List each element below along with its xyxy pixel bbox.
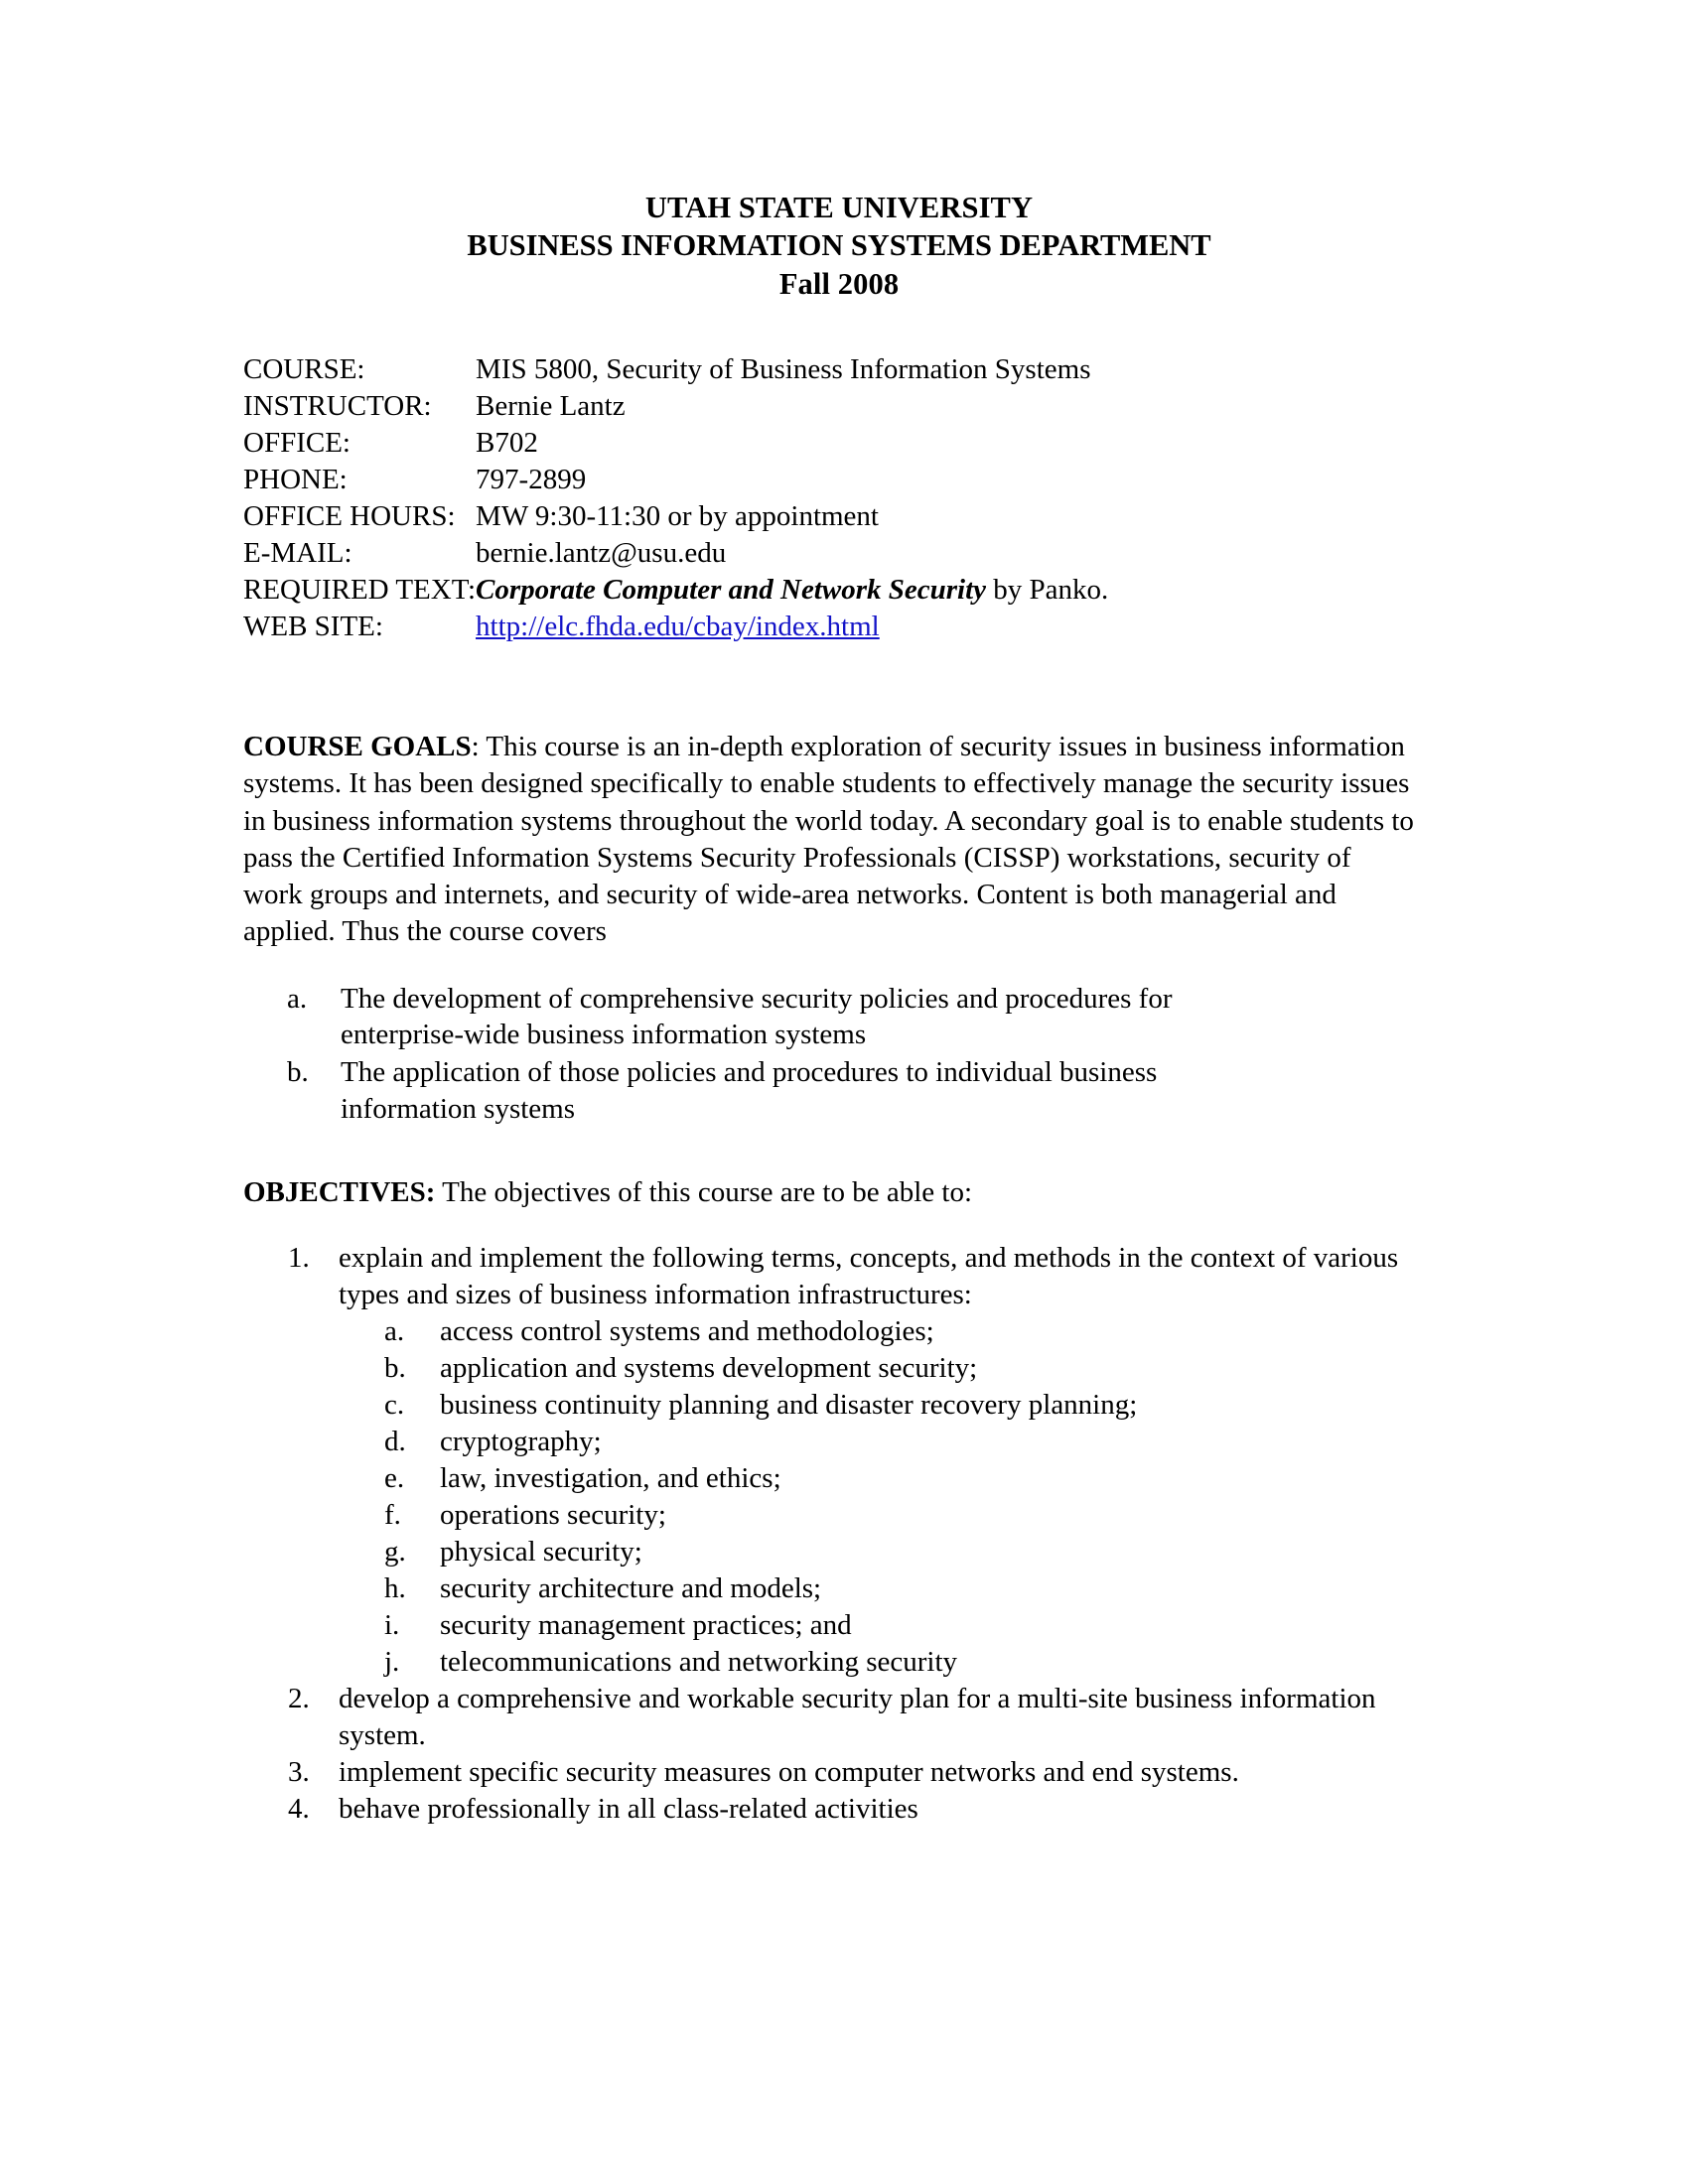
list-item <box>339 1497 1435 1534</box>
list-marker: e. <box>384 1462 405 1495</box>
info-row-instructor <box>243 388 1108 425</box>
course-goals-heading: COURSE GOALS <box>243 731 472 763</box>
list-marker: i. <box>384 1609 400 1642</box>
info-row-required-text <box>243 572 1108 609</box>
list-item <box>339 1460 1435 1497</box>
university-name: UTAH STATE UNIVERSITY <box>644 191 1034 224</box>
list-item-text: access control systems and methodologies; <box>440 1315 934 1348</box>
list-marker: b. <box>287 1056 309 1089</box>
objectives-heading: OBJECTIVES: <box>243 1176 436 1209</box>
info-row-office-hours <box>243 498 1108 535</box>
list-item-text: The application of those policies and procedures to individual business information systems <box>341 1056 1158 1126</box>
info-row-course <box>243 351 1108 388</box>
info-row-office <box>243 425 1108 462</box>
list-item-text: explain and implement the following terms, concepts, and methods in the context of various types and sizes of business information infrastructures: <box>339 1242 1399 1311</box>
document-content <box>243 189 1435 1828</box>
list-marker: h. <box>384 1572 406 1605</box>
info-value-phone: 797-2899 <box>476 464 587 496</box>
list-item <box>339 1387 1435 1424</box>
course-goals-body: This course is an in-depth exploration of security issues in business information systems. It has been designed specifically to enable students to effectively manage the security issues in business information systems throughout the world today. A secondary goal is to enable students to pass the Certified Information Systems Security Professionals (CISSP) workstations, security of work groups and internets, and security of wide-area networks. Content is both managerial and applied. Thus the course covers <box>243 731 1414 948</box>
department-name: BUSINESS INFORMATION SYSTEMS DEPARTMENT <box>467 228 1211 263</box>
list-item <box>339 1424 1435 1460</box>
list-item-text: telecommunications and networking security <box>440 1646 958 1679</box>
list-item-text: security architecture and models; <box>440 1572 822 1605</box>
list-item <box>243 1791 1435 1828</box>
list-item <box>243 1240 1435 1681</box>
web-site-link[interactable]: http://elc.fhda.edu/cbay/index.html <box>476 611 880 643</box>
course-goals-paragraph <box>243 729 1415 951</box>
required-text-author: by Panko. <box>986 574 1109 607</box>
info-value-course: MIS 5800, Security of Business Information Systems <box>476 353 1091 386</box>
course-goals-heading-colon: : <box>471 731 480 763</box>
document-header <box>243 189 1435 303</box>
info-value-instructor: Bernie Lantz <box>476 390 626 423</box>
info-label-phone: PHONE: <box>243 464 348 496</box>
info-row-email <box>243 535 1108 572</box>
list-item-text: implement specific security measures on computer networks and end systems. <box>339 1755 1239 1788</box>
list-item-text: The development of comprehensive security policies and procedures for enterprise-wide business information systems <box>341 982 1173 1051</box>
info-value-web-site <box>476 609 1108 645</box>
info-label-course: COURSE: <box>243 353 365 386</box>
list-item <box>339 1350 1435 1387</box>
list-item <box>243 1054 1435 1128</box>
course-goals-list <box>243 981 1435 1129</box>
list-item-text: law, investigation, and ethics; <box>440 1462 781 1495</box>
list-item <box>339 1534 1435 1570</box>
list-marker: g. <box>384 1536 406 1569</box>
info-value-email: bernie.lantz@usu.edu <box>476 537 727 570</box>
list-marker: c. <box>384 1389 405 1422</box>
list-item-text: business continuity planning and disaster recovery planning; <box>440 1389 1138 1422</box>
info-row-web-site <box>243 609 1108 645</box>
list-item <box>339 1607 1435 1644</box>
term-label: Fall 2008 <box>778 266 900 301</box>
info-label-instructor: INSTRUCTOR: <box>243 390 432 423</box>
objectives-heading-line <box>243 1174 1435 1211</box>
list-marker: 3. <box>288 1755 310 1788</box>
list-item <box>243 981 1435 1054</box>
list-item-text: develop a comprehensive and workable security plan for a multi-site business information system. <box>339 1682 1376 1751</box>
list-marker: 4. <box>288 1792 310 1825</box>
course-info-table <box>243 351 1108 645</box>
list-item <box>339 1313 1435 1350</box>
info-label-required-text: REQUIRED TEXT: <box>243 574 477 607</box>
info-label-email: E-MAIL: <box>243 537 352 570</box>
list-marker: a. <box>287 982 308 1015</box>
list-marker: a. <box>384 1315 405 1348</box>
info-value-required-text <box>476 572 1108 609</box>
list-item <box>339 1570 1435 1607</box>
list-marker: b. <box>384 1352 406 1385</box>
list-item-text: cryptography; <box>440 1426 602 1458</box>
info-value-office: B702 <box>476 427 538 460</box>
list-marker: 1. <box>288 1242 310 1275</box>
list-item <box>339 1644 1435 1681</box>
info-value-office-hours: MW 9:30-11:30 or by appointment <box>476 500 879 533</box>
list-marker: 2. <box>288 1682 310 1714</box>
list-marker: j. <box>384 1646 400 1679</box>
list-item <box>243 1754 1435 1791</box>
list-item-text: operations security; <box>440 1499 666 1532</box>
list-item-text: behave professionally in all class-related activities <box>339 1792 918 1825</box>
list-marker: f. <box>384 1499 401 1532</box>
list-item-text: application and systems development security; <box>440 1352 978 1385</box>
info-label-web-site: WEB SITE: <box>243 611 383 643</box>
objectives-list <box>243 1240 1435 1828</box>
info-row-phone <box>243 462 1108 498</box>
info-label-office-hours: OFFICE HOURS: <box>243 500 456 533</box>
info-label-office: OFFICE: <box>243 427 351 460</box>
list-item-text: security management practices; and <box>440 1609 852 1642</box>
objectives-intro: The objectives of this course are to be able to: <box>435 1176 973 1209</box>
list-marker: d. <box>384 1426 406 1458</box>
objectives-sub-list <box>339 1313 1435 1681</box>
list-item <box>243 1681 1435 1754</box>
required-text-book-title: Corporate Computer and Network Security <box>476 574 987 607</box>
list-item-text: physical security; <box>440 1536 642 1569</box>
